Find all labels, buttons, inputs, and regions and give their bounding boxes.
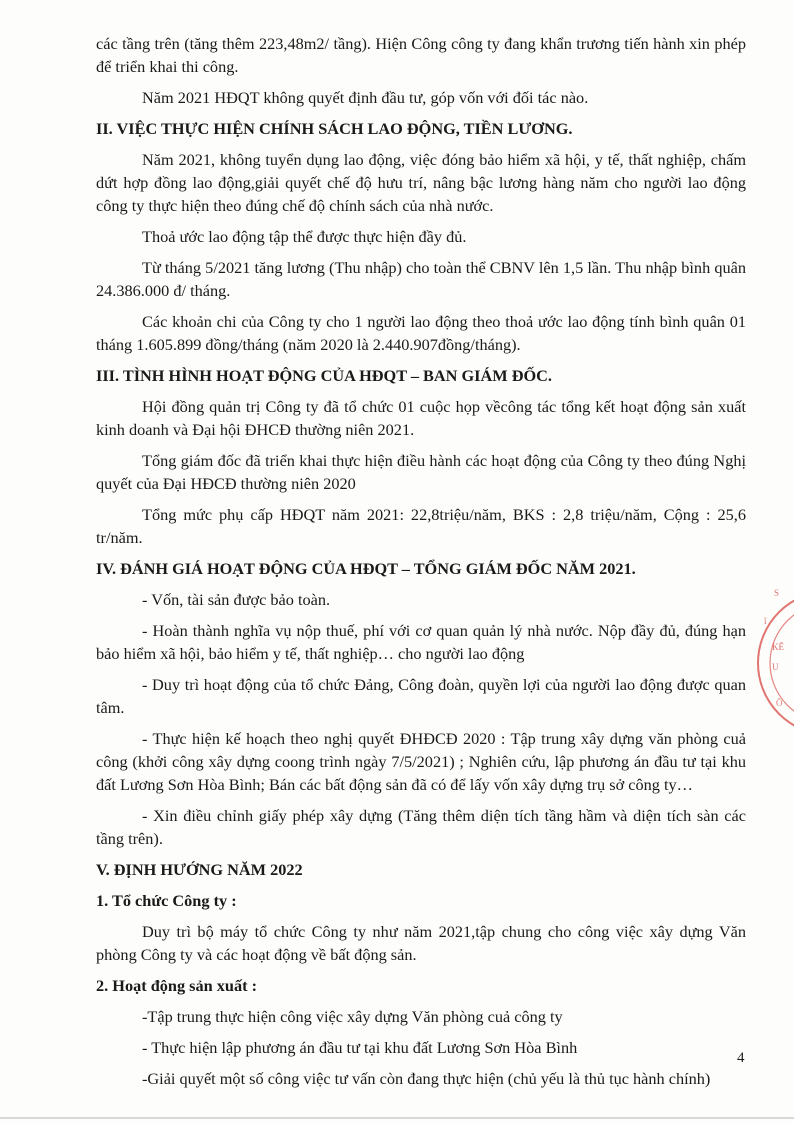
svg-text:S: S [774, 588, 780, 598]
paragraph-investment: Năm 2021 HĐQT không quyết định đầu tư, góp vốn với đối tác nào. [142, 88, 589, 107]
section-heading-orientation-2022: V. ĐỊNH HƯỚNG NĂM 2022 [96, 860, 303, 879]
paragraph: Các khoản chi của Công ty cho 1 người lao động theo thoả ước lao động tính bình quân 01 tháng 1.605.899 đồng/tháng (năm 2020 là 2.440.907đồng/tháng). [96, 312, 746, 354]
scan-edge-divider [0, 1117, 794, 1119]
document-body [96, 32, 746, 1098]
paragraph: Tổng giám đốc đã triển khai thực hiện điều hành các hoạt động của Công ty theo đúng Nghị quyết của Đại HĐCĐ thường niên 2020 [96, 451, 746, 493]
list-item: -Tập trung thực hiện công việc xây dựng Văn phòng cuả công ty [142, 1007, 563, 1026]
page-number: 4 [737, 1050, 745, 1066]
section-heading-labor-policy: II. VIỆC THỰC HIỆN CHÍNH SÁCH LAO ĐỘNG, TIỀN LƯƠNG. [96, 119, 573, 138]
subheading-production: 2. Hoạt động sản xuất : [96, 976, 258, 995]
list-item: - Hoàn thành nghĩa vụ nộp thuế, phí với cơ quan quản lý nhà nước. Nộp đầy đủ, đúng hạn bảo hiểm xã hội, bảo hiểm y tế, thất nghiệp… cho người lao động [96, 621, 746, 663]
paragraph-continued: các tầng trên (tăng thêm 223,48m2/ tầng). Hiện Công công ty đang khẩn trương tiến hành xin phép để triển khai thi công. [96, 34, 746, 76]
paragraph: Duy trì bộ máy tổ chức Công ty như năm 2021,tập chung cho công việc xây dựng Văn phòng Công ty và các hoạt động về bất động sản. [96, 922, 746, 964]
paragraph: Từ tháng 5/2021 tăng lương (Thu nhập) cho toàn thể CBNV lên 1,5 lần. Thu nhập bình quân 24.386.000 đ/ tháng. [96, 258, 746, 300]
paragraph: Hội đồng quản trị Công ty đã tổ chức 01 cuộc họp vềcông tác tổng kết hoạt động sản xuất kinh doanh và Đại hội ĐHCĐ thường niên 2021. [96, 397, 746, 439]
svg-text:ĩ: ĩ [764, 616, 767, 626]
seal-fragment-icon [752, 578, 794, 748]
svg-text:KẾ: KẾ [772, 642, 784, 652]
paragraph: Thoả ước lao động tập thể được thực hiện đầy đủ. [142, 227, 467, 246]
svg-text:U: U [772, 662, 779, 672]
section-heading-board-activity: III. TÌNH HÌNH HOẠT ĐỘNG CỦA HĐQT – BAN GIÁM ĐỐC. [96, 366, 552, 385]
paragraph: Năm 2021, không tuyển dụng lao động, việc đóng bảo hiểm xã hội, y tế, thất nghiệp, chấm dứt hợp đồng lao động,giải quyết chế độ hưu trí, nâng bậc lương hàng năm cho người lao động công ty thực hiện theo đúng chế độ chính sách của nhà nước. [96, 150, 746, 215]
svg-text:Ô: Ô [776, 698, 783, 708]
list-item: -Giải quyết một số công việc tư vấn còn đang thực hiện (chủ yếu là thủ tục hành chính) [142, 1069, 711, 1088]
section-heading-evaluation: IV. ĐÁNH GIÁ HOẠT ĐỘNG CỦA HĐQT – TỔNG GIÁM ĐỐC NĂM 2021. [96, 559, 636, 578]
list-item: - Duy trì hoạt động của tổ chức Đảng, Công đoàn, quyền lợi của người lao động được quan tâm. [96, 675, 746, 717]
list-item: - Thực hiện kế hoạch theo nghị quyết ĐHĐCĐ 2020 : Tập trung xây dựng văn phòng cuả công (khởi công xây dựng coong trình ngày 7/5/2021) ; Nghiên cứu, lập phương án đầu tư tại khu đất Lương Sơn Hòa Bình; Bán các bất động sản đã có để lấy vốn xây dựng trụ sở công ty… [96, 729, 746, 794]
list-item: - Thực hiện lập phương án đầu tư tại khu đất Lương Sơn Hòa Bình [142, 1038, 578, 1057]
company-seal [752, 578, 794, 748]
subheading-organization: 1. Tổ chức Công ty : [96, 891, 237, 910]
paragraph: Tổng mức phụ cấp HĐQT năm 2021: 22,8triệu/năm, BKS : 2,8 triệu/năm, Cộng : 25,6 tr/năm. [96, 505, 746, 547]
list-item: - Xin điều chỉnh giấy phép xây dựng (Tăng thêm diện tích tầng hầm và diện tích sàn các tầng trên). [96, 806, 746, 848]
list-item: - Vốn, tài sản được bảo toàn. [142, 590, 331, 609]
